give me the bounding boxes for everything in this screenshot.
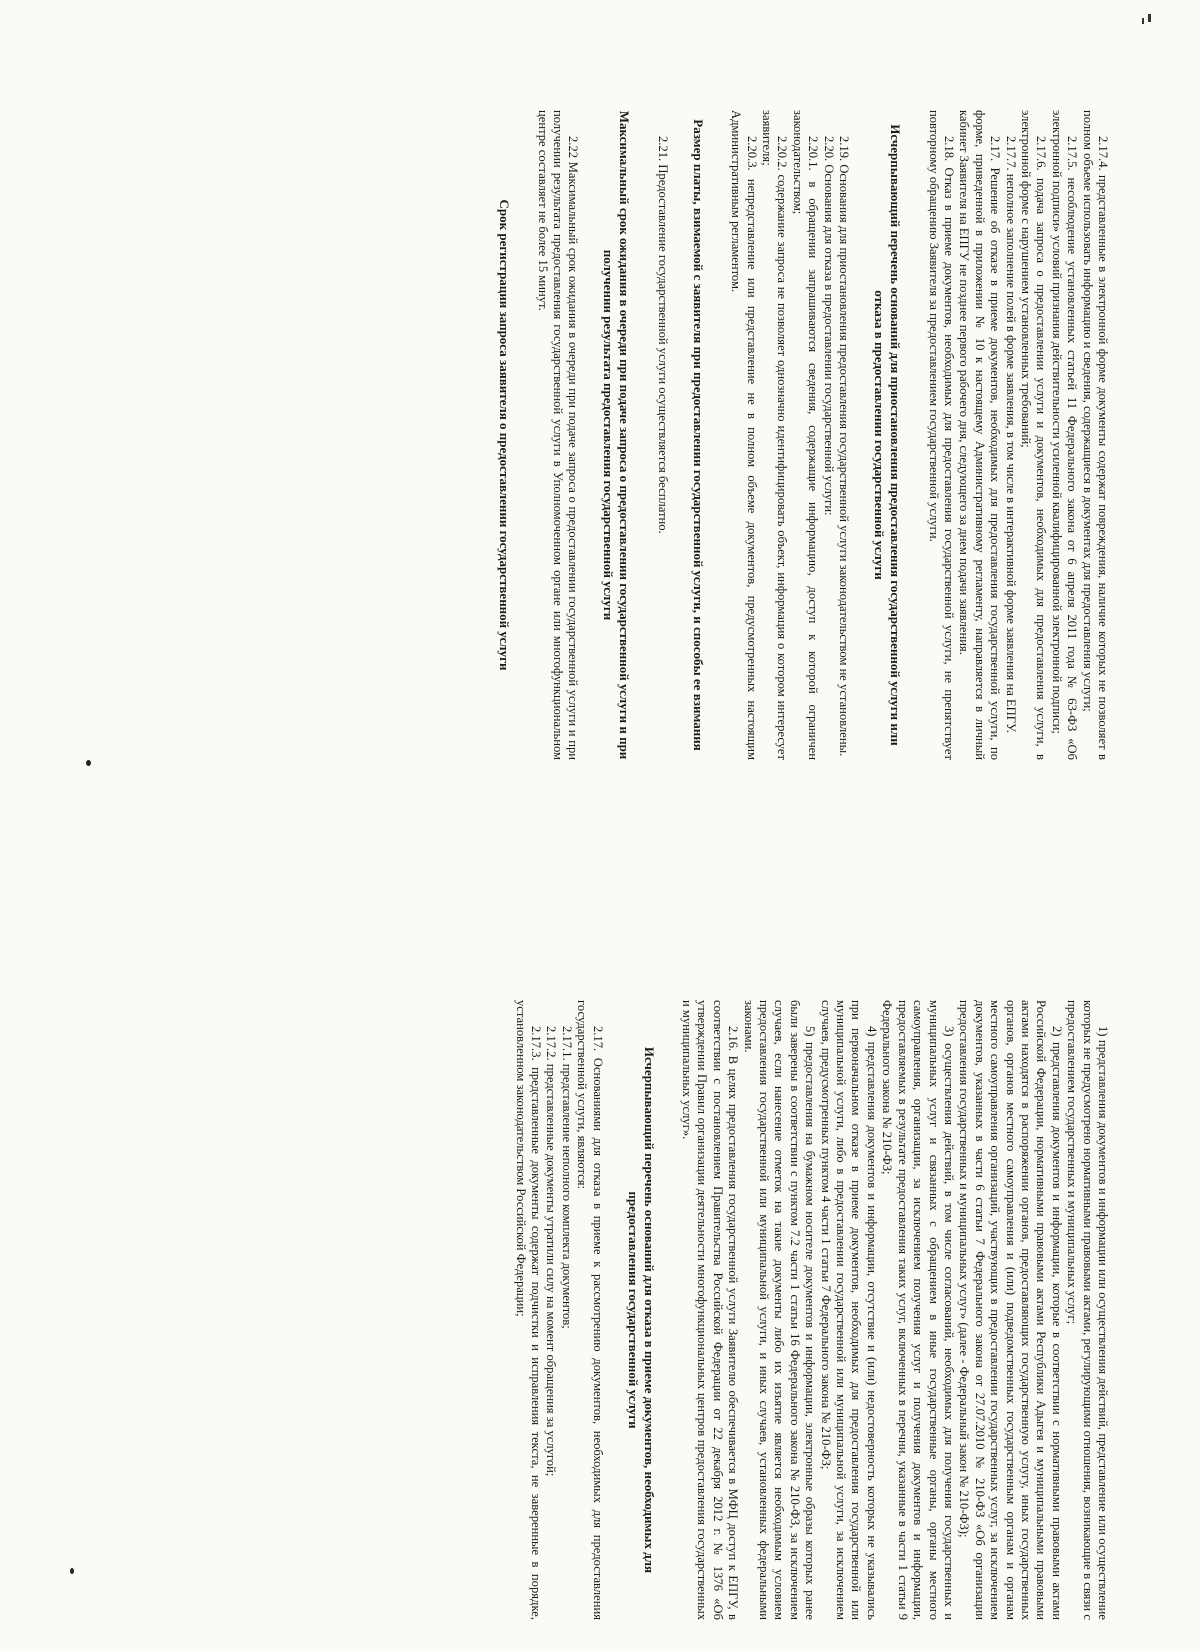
paragraph: 2) представления документов и информации, которые в соответствии с нормативными правовыми актами Российской Федерации, нормативными правовыми актами Республики Адыгея и муниципальными правовыми актами находятся в распоряжении органов, предоставляющих государственную услугу, иных государственных органов, органов местного самоуправления и (или) подведомственных государственным органам и органам местного самоуправления организаций, участвующих в предоставлении государственных услуг, за исключением документов, указанных в части 6 статьи 7 Федерального закона от 27.07.2010 № 210-ФЗ «Об организации предоставления государственных и муниципальных услуг» (далее - Федеральный закон № 210-ФЗ);	[957, 1000, 1064, 1620]
paragraph: 2.17.3. представленные документы содержат подчистки и исправления текста, не заверенные в порядке, установленном законодательством Российской Федерации;	[513, 1000, 543, 1620]
paragraph: 2.16. В целях предоставления государственной услуги Заявителю обеспечивается в МФЦ доступ к ЕПГУ, в соответствии с постановлением Правительства Российской Федерации от 22 декабря 2012 г. № 1376 «Об утверждении Правил организации деятельности многофункциональных центров предоставления государственных и муниципальных услуг».	[680, 1000, 741, 1620]
paragraph: 2.17. Основаниями для отказа в приеме к рассмотрению документов, необходимых для предоставления государственной услуги, являются:	[575, 1000, 605, 1620]
paragraph: 2.17.5. несоблюдение установленных статьей 11 Федерального закона от 6 апреля 2011 года № 63-ФЗ «Об электронной подписи» условий признания действительности усиленной квалифицированной электронной подписи;	[1049, 110, 1080, 760]
column-left	[512, 1000, 1110, 1620]
paragraph: 2.21. Предоставление государственной услуги осуществляется бесплатно.	[655, 136, 670, 534]
paragraph: 4) представления документов и информации, отсутствие и (или) недостоверность которых не указывались при первоначальном отказе в приеме документов, необходимых для предоставления государственной или муниципальной услуги, либо в предоставлении государственной или муниципальной услуги, за исключением случаев, предусмотренных пунктом 4 части 1 статьи 7 Федерального закона № 210-ФЗ;	[818, 1000, 879, 1620]
section-heading: Срок регистрации запроса заявителя о предоставлении государственной услуги	[497, 199, 513, 671]
paragraph: 2.17.1. представление неполного комплекта документов;	[559, 1026, 574, 1329]
paragraph: 2.20.1. в обращении запрашиваются сведения, содержащие информацию, доступ к которой ограничен законодательством;	[790, 110, 821, 760]
paragraph: 2.20.3. непредставление или представление не в полном объеме документов, предусмотренных настоящим Административным регламентом.	[729, 110, 759, 760]
paragraph: 2.20. Основания для отказа в предоставлении государственной услуги:	[821, 136, 836, 516]
paragraph: 2.17.7. неполное заполнение полей в форме заявления, в том числе в интерактивной форме заявления на ЕПГУ.	[1003, 136, 1018, 734]
column-right	[476, 110, 1110, 760]
paragraph: 2.17.2. представленные документы утратили силу на момент обращения за услугой;	[544, 1026, 559, 1477]
paragraph: 2.22 Максимальный срок ожидания в очереди при подаче запроса о предоставлении государственной услуги и при получении результата предоставления государственной услуги в Уполномоченном органе или многофункциональном центре составляет не более 15 минут.	[535, 110, 581, 760]
section-heading: Максимальный срок ожидания в очереди при подаче запроса о предоставлении государственной услуги и при получении результата предоставления государственной услуги	[601, 110, 633, 760]
paragraph: 2.17.4. представленные в электронной форме документы содержат повреждения, наличие которых не позволяет в полном объеме использовать информацию и сведения, содержащиеся в документах для предоставления услуги;	[1080, 110, 1110, 760]
paragraph: 2.18. Отказ в приеме документов, необходимых для предоставления государственной услуги, не препятствует повторному обращению Заявителя за предоставлением государственной услуги.	[926, 110, 956, 760]
paragraph: 2.19. Основания для приостановления предоставления государственной услуги законодательством не установлены.	[837, 136, 852, 757]
section-heading: Исчерпывающий перечень оснований для приостановления предоставления государственной услуги или отказа в предоставлении государственной услуги	[872, 124, 904, 746]
paragraph: 3) осуществления действий, в том числе согласований, необходимых для получения государственных и муниципальных услуг и связанных с обращением в иные государственные органы, органы местного самоуправления, организации, за исключением получения услуг и получения документов и информации, предоставляемых в результате предоставления таких услуг, включенных в перечни, указанные в части 1 статьи 9 Федерального закона № 210-ФЗ;	[880, 1000, 956, 1620]
section-heading: Размер платы, взимаемой с заявителя при предоставлении государственной услуги, и способы ее взимания	[690, 119, 706, 751]
section-heading: Исчерпывающий перечень оснований для отказа в приеме документов, необходимых для предоставления государственной услуги	[625, 1046, 657, 1574]
paragraph: 5) предоставления на бумажном носителе документов и информации, электронные образы которых ранее были заверены в соответствии с пунктом 7.2 части 1 статьи 16 Федерального закона № 210-ФЗ, за исключением случаев, если нанесение отметок на такие документы либо их изъятие является необходимым условием предоставления государственной или муниципальной услуги, и иных случаев, установленных федеральными законами.	[741, 1000, 818, 1620]
paragraph: 1) представления документов и информации или осуществления действий, представление или осуществление которых не предусмотрено нормативными правовыми актами, регулирующими отношения, возникающие в связи с предоставлением государственных и муниципальных услуг;	[1065, 1000, 1110, 1620]
paragraph: 2.17. Решение об отказе в приеме документов, необходимых для предоставления государственной услуги, по форме, приведенной в приложении № 10 к настоящему Административному регламенту, направляется в личный кабинет Заявителя на ЕПГУ не позднее первого рабочего дня, следующего за днем подачи заявления.	[957, 110, 1003, 760]
paragraph: 2.17.6. подача запроса о предоставлении услуги и документов, необходимых для предоставления услуги, в электронной форме с нарушением установленных требований;	[1018, 110, 1049, 760]
paragraph: 2.20.2. содержание запроса не позволяет однозначно идентифицировать объект, информация о котором интересует заявителя;	[760, 110, 790, 760]
